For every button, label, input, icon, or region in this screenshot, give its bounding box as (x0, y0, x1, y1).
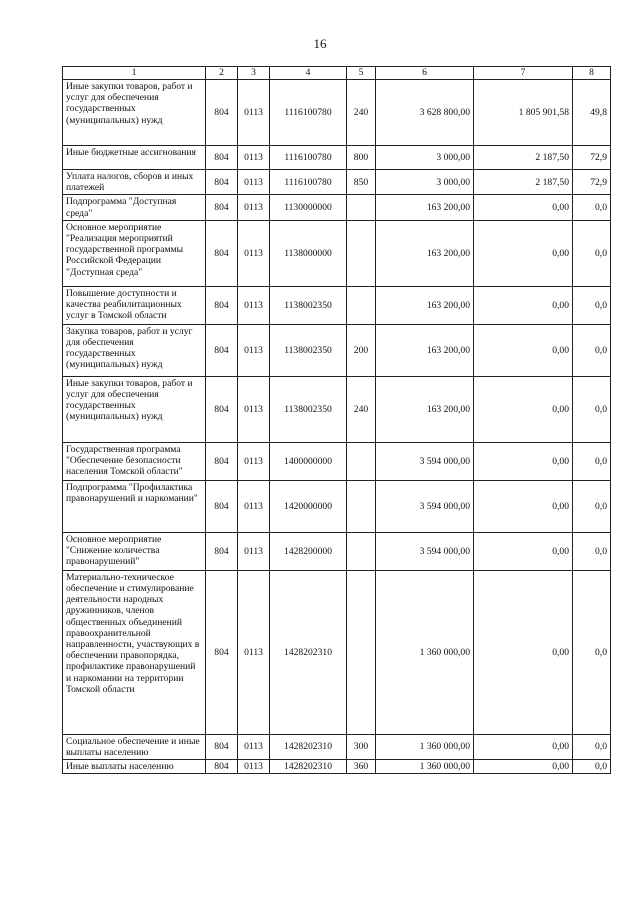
cell-executed-amount: 0,00 (474, 532, 573, 570)
table-row (63, 220, 611, 286)
cell-percent: 72,9 (573, 170, 611, 195)
table-row (63, 80, 611, 146)
cell-section-code: 0113 (238, 80, 270, 146)
cell-admin-code: 804 (206, 376, 238, 442)
cell-executed-amount: 0,00 (474, 286, 573, 324)
cell-expense-type: 300 (347, 734, 376, 759)
table-row (63, 376, 611, 442)
table-row (63, 760, 611, 774)
cell-planned-amount: 163 200,00 (376, 195, 474, 220)
cell-expense-type: 240 (347, 376, 376, 442)
cell-target-article: 1138000000 (270, 220, 347, 286)
cell-section-code: 0113 (238, 480, 270, 532)
cell-planned-amount: 3 000,00 (376, 146, 474, 170)
cell-admin-code: 804 (206, 442, 238, 480)
cell-percent: 0,0 (573, 734, 611, 759)
row-name: Иные закупки товаров, работ и услуг для обеспечения государственных (муниципальных) нужд (63, 80, 206, 146)
cell-target-article: 1428202310 (270, 734, 347, 759)
table-row (63, 442, 611, 480)
cell-target-article: 1138002350 (270, 286, 347, 324)
cell-executed-amount: 2 187,50 (474, 170, 573, 195)
cell-percent: 0,0 (573, 442, 611, 480)
cell-section-code: 0113 (238, 532, 270, 570)
cell-expense-type: 240 (347, 80, 376, 146)
column-header: 3 (238, 67, 270, 80)
cell-percent: 0,0 (573, 324, 611, 376)
cell-executed-amount: 0,00 (474, 480, 573, 532)
cell-target-article: 1116100780 (270, 80, 347, 146)
table-row (63, 170, 611, 195)
cell-executed-amount: 0,00 (474, 442, 573, 480)
cell-planned-amount: 3 628 800,00 (376, 80, 474, 146)
cell-percent: 0,0 (573, 480, 611, 532)
table-row (63, 195, 611, 220)
row-name: Иные закупки товаров, работ и услуг для обеспечения государственных (муниципальных) нужд (63, 376, 206, 442)
cell-section-code: 0113 (238, 570, 270, 734)
cell-percent: 49,8 (573, 80, 611, 146)
row-name: Социальное обеспечение и иные выплаты населению (63, 734, 206, 759)
cell-target-article: 1130000000 (270, 195, 347, 220)
table-row (63, 286, 611, 324)
table-row (63, 570, 611, 734)
cell-expense-type: 850 (347, 170, 376, 195)
column-header: 4 (270, 67, 347, 80)
cell-executed-amount: 0,00 (474, 195, 573, 220)
cell-admin-code: 804 (206, 146, 238, 170)
cell-admin-code: 804 (206, 760, 238, 774)
cell-section-code: 0113 (238, 324, 270, 376)
cell-expense-type (347, 220, 376, 286)
cell-admin-code: 804 (206, 80, 238, 146)
cell-admin-code: 804 (206, 734, 238, 759)
cell-admin-code: 804 (206, 220, 238, 286)
cell-admin-code: 804 (206, 195, 238, 220)
cell-expense-type: 360 (347, 760, 376, 774)
cell-section-code: 0113 (238, 734, 270, 759)
cell-percent: 0,0 (573, 220, 611, 286)
cell-planned-amount: 1 360 000,00 (376, 570, 474, 734)
cell-target-article: 1116100780 (270, 170, 347, 195)
column-header: 1 (63, 67, 206, 80)
cell-expense-type: 200 (347, 324, 376, 376)
cell-section-code: 0113 (238, 442, 270, 480)
cell-admin-code: 804 (206, 324, 238, 376)
cell-expense-type (347, 195, 376, 220)
table-row (63, 146, 611, 170)
row-name: Основное мероприятие "Реализация мероприятий государственной программы Российской Федерации "Доступная среда" (63, 220, 206, 286)
cell-expense-type (347, 480, 376, 532)
cell-planned-amount: 3 594 000,00 (376, 442, 474, 480)
cell-admin-code: 804 (206, 170, 238, 195)
cell-expense-type (347, 286, 376, 324)
cell-percent: 0,0 (573, 532, 611, 570)
cell-percent: 0,0 (573, 760, 611, 774)
cell-planned-amount: 163 200,00 (376, 376, 474, 442)
cell-percent: 0,0 (573, 286, 611, 324)
cell-percent: 0,0 (573, 376, 611, 442)
column-header: 6 (376, 67, 474, 80)
cell-planned-amount: 1 360 000,00 (376, 760, 474, 774)
cell-section-code: 0113 (238, 376, 270, 442)
cell-executed-amount: 0,00 (474, 324, 573, 376)
row-name: Подпрограмма "Профилактика правонарушений и наркомании" (63, 480, 206, 532)
cell-percent: 72,9 (573, 146, 611, 170)
cell-admin-code: 804 (206, 480, 238, 532)
cell-section-code: 0113 (238, 146, 270, 170)
column-header: 2 (206, 67, 238, 80)
cell-planned-amount: 3 594 000,00 (376, 532, 474, 570)
cell-target-article: 1428202310 (270, 570, 347, 734)
cell-planned-amount: 1 360 000,00 (376, 734, 474, 759)
cell-executed-amount: 0,00 (474, 760, 573, 774)
cell-section-code: 0113 (238, 195, 270, 220)
column-header: 8 (573, 67, 611, 80)
cell-section-code: 0113 (238, 286, 270, 324)
cell-planned-amount: 163 200,00 (376, 324, 474, 376)
row-name: Основное мероприятие "Снижение количества правонарушений" (63, 532, 206, 570)
cell-section-code: 0113 (238, 220, 270, 286)
column-header: 7 (474, 67, 573, 80)
cell-admin-code: 804 (206, 286, 238, 324)
cell-expense-type (347, 570, 376, 734)
cell-planned-amount: 3 594 000,00 (376, 480, 474, 532)
table-row (63, 734, 611, 759)
row-name: Иные выплаты населению (63, 760, 206, 774)
cell-section-code: 0113 (238, 170, 270, 195)
cell-executed-amount: 0,00 (474, 376, 573, 442)
cell-target-article: 1138002350 (270, 376, 347, 442)
cell-admin-code: 804 (206, 570, 238, 734)
cell-executed-amount: 1 805 901,58 (474, 80, 573, 146)
cell-target-article: 1420000000 (270, 480, 347, 532)
cell-section-code: 0113 (238, 760, 270, 774)
cell-planned-amount: 163 200,00 (376, 220, 474, 286)
cell-target-article: 1116100780 (270, 146, 347, 170)
column-header: 5 (347, 67, 376, 80)
row-name: Иные бюджетные ассигнования (63, 146, 206, 170)
cell-admin-code: 804 (206, 532, 238, 570)
cell-executed-amount: 0,00 (474, 570, 573, 734)
row-name: Закупка товаров, работ и услуг для обеспечения государственных (муниципальных) нужд (63, 324, 206, 376)
header-row (63, 67, 611, 80)
cell-target-article: 1428200000 (270, 532, 347, 570)
cell-percent: 0,0 (573, 195, 611, 220)
cell-percent: 0,0 (573, 570, 611, 734)
row-name: Повышение доступности и качества реабилитационных услуг в Томской области (63, 286, 206, 324)
cell-expense-type (347, 532, 376, 570)
page-number: 16 (313, 36, 327, 51)
cell-executed-amount: 0,00 (474, 220, 573, 286)
cell-executed-amount: 2 187,50 (474, 146, 573, 170)
cell-planned-amount: 3 000,00 (376, 170, 474, 195)
row-name: Уплата налогов, сборов и иных платежей (63, 170, 206, 195)
cell-executed-amount: 0,00 (474, 734, 573, 759)
cell-target-article: 1400000000 (270, 442, 347, 480)
budget-table (62, 66, 611, 774)
row-name: Материально-техническое обеспечение и стимулирование деятельности народных дружинников, членов общественных объединений правоохранительной направленности, участвующих в обеспечении правопорядка, профилактике правонарушений и наркомании на территории Томской области (63, 570, 206, 734)
row-name: Подпрограмма "Доступная среда" (63, 195, 206, 220)
row-name: Государственная программа "Обеспечение безопасности населения Томской области" (63, 442, 206, 480)
table-row (63, 532, 611, 570)
cell-target-article: 1138002350 (270, 324, 347, 376)
cell-expense-type: 800 (347, 146, 376, 170)
table-row (63, 324, 611, 376)
cell-planned-amount: 163 200,00 (376, 286, 474, 324)
cell-target-article: 1428202310 (270, 760, 347, 774)
cell-expense-type (347, 442, 376, 480)
table-row (63, 480, 611, 532)
